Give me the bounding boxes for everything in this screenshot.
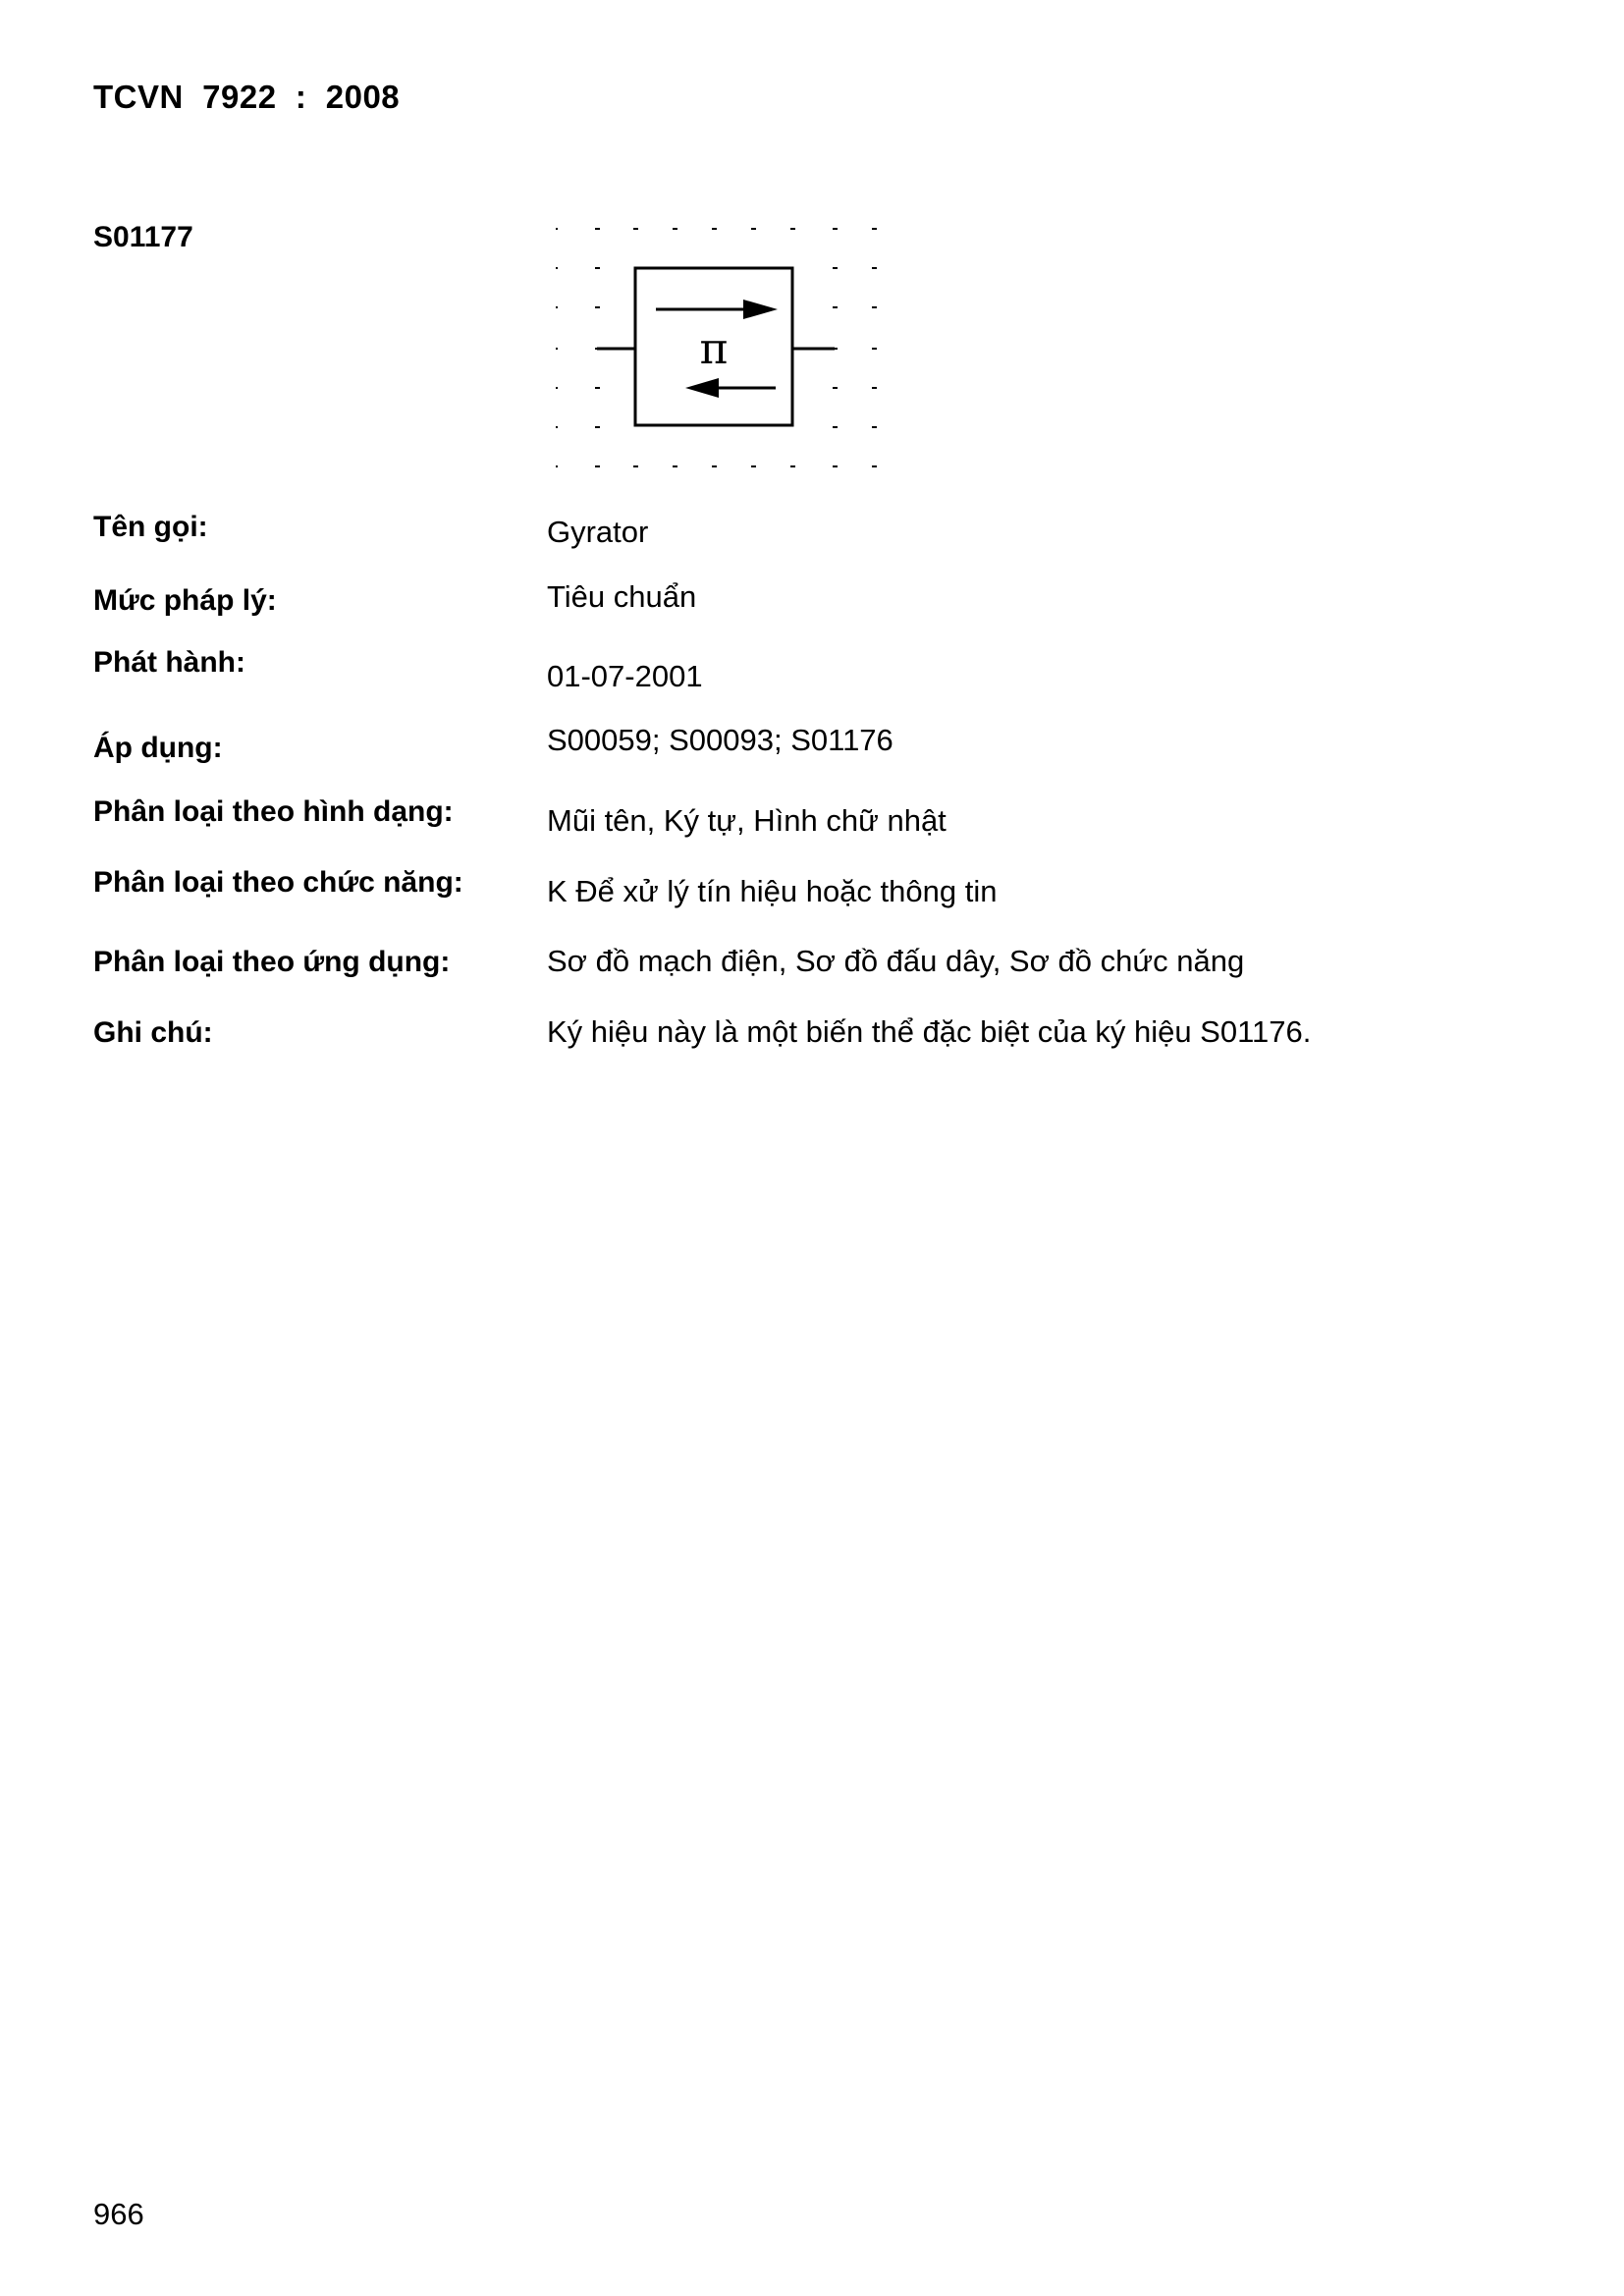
grid-dot bbox=[790, 228, 795, 230]
grid-dot bbox=[556, 426, 558, 428]
symbol-code: S01177 bbox=[93, 221, 193, 253]
grid-dot bbox=[833, 228, 838, 230]
field-value: Tiêu chuẩn bbox=[547, 579, 697, 614]
grid-dot bbox=[633, 228, 638, 230]
grid-dot bbox=[673, 228, 677, 230]
grid-dot bbox=[751, 228, 756, 230]
forward-arrow-head bbox=[743, 300, 778, 319]
field-issued bbox=[93, 646, 1527, 695]
field-name bbox=[93, 511, 1527, 560]
field-label: Phát hành: bbox=[93, 646, 245, 679]
field-label: Tên gọi: bbox=[93, 511, 208, 543]
field-value: Ký hiệu này là một biến thể đặc biệt của ký hiệu S01176. bbox=[547, 1014, 1312, 1049]
field-label: Phân loại theo chức năng: bbox=[93, 866, 463, 899]
field-value: Sơ đồ mạch điện, Sơ đồ đấu dây, Sơ đồ chức năng bbox=[547, 944, 1245, 978]
grid-dot bbox=[633, 465, 638, 467]
grid-dot bbox=[556, 387, 558, 389]
grid-dot bbox=[595, 267, 600, 269]
grid-dot bbox=[595, 426, 600, 428]
page-number: 966 bbox=[93, 2197, 144, 2231]
pi-glyph: π bbox=[699, 324, 729, 374]
grid-dot bbox=[673, 465, 677, 467]
grid-dot bbox=[556, 267, 558, 269]
grid-dot bbox=[751, 465, 756, 467]
grid-dot bbox=[556, 228, 558, 230]
grid-dot bbox=[872, 465, 877, 467]
grid-dot bbox=[790, 465, 795, 467]
grid-dot bbox=[833, 267, 838, 269]
grid-dot bbox=[595, 387, 600, 389]
grid-dot bbox=[556, 465, 558, 467]
grid-dot bbox=[595, 306, 600, 308]
field-label: Ghi chú: bbox=[93, 1016, 213, 1049]
field-function-class bbox=[93, 866, 1527, 915]
field-value: K Để xử lý tín hiệu hoặc thông tin bbox=[547, 874, 998, 908]
field-application-class bbox=[93, 946, 1527, 995]
grid-dot bbox=[872, 306, 877, 308]
grid-dot bbox=[595, 465, 600, 467]
field-value: Mũi tên, Ký tự, Hình chữ nhật bbox=[547, 803, 947, 838]
field-value: Gyrator bbox=[547, 515, 649, 549]
gyrator-symbol-figure bbox=[550, 221, 884, 476]
grid-dot bbox=[712, 465, 717, 467]
field-label: Phân loại theo ứng dụng: bbox=[93, 946, 451, 978]
field-value: 01-07-2001 bbox=[547, 659, 703, 693]
reverse-arrow-head bbox=[685, 378, 719, 398]
grid-dot bbox=[833, 387, 838, 389]
field-legal-level bbox=[93, 579, 1527, 633]
grid-dot bbox=[872, 348, 877, 350]
grid-dot bbox=[833, 426, 838, 428]
field-label: Phân loại theo hình dạng: bbox=[93, 795, 454, 828]
grid-dot bbox=[872, 387, 877, 389]
field-note bbox=[93, 1016, 1527, 1066]
field-shape-class bbox=[93, 795, 1527, 845]
grid-dot bbox=[595, 228, 600, 230]
grid-dot bbox=[872, 228, 877, 230]
field-label: Áp dụng: bbox=[93, 732, 223, 764]
grid-dot bbox=[556, 348, 558, 350]
grid-dot bbox=[712, 228, 717, 230]
grid-dot bbox=[833, 465, 838, 467]
field-applies bbox=[93, 723, 1527, 781]
grid-dot bbox=[833, 306, 838, 308]
field-value: S00059; S00093; S01176 bbox=[547, 723, 893, 757]
grid-dot bbox=[872, 426, 877, 428]
grid-dot bbox=[872, 267, 877, 269]
document-header: TCVN 7922 : 2008 bbox=[93, 79, 401, 115]
grid-dot bbox=[556, 306, 558, 308]
field-label: Mức pháp lý: bbox=[93, 584, 277, 617]
